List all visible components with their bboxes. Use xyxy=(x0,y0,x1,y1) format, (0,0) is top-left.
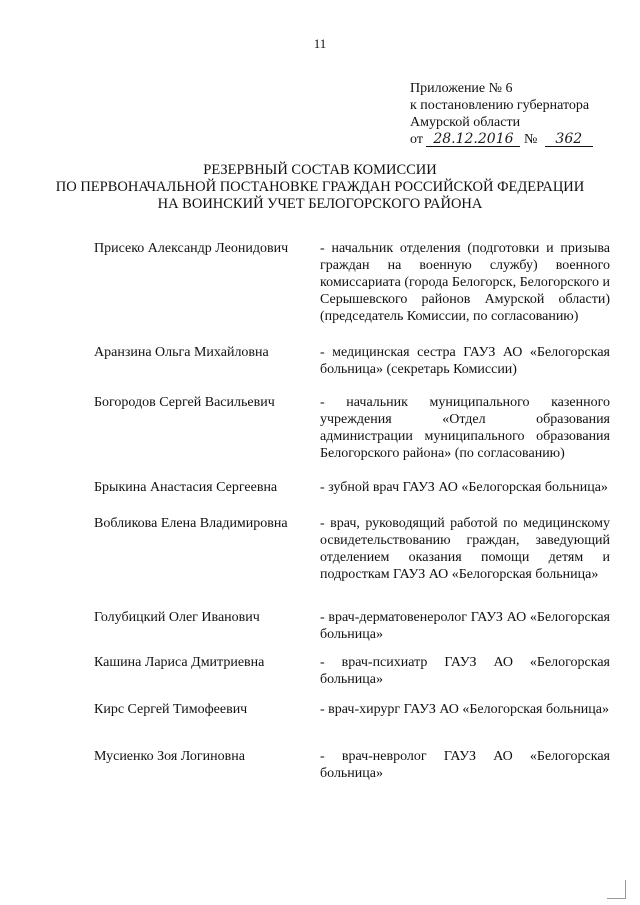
member-description: - врач-психиатр ГАУЗ АО «Белогорская больница» xyxy=(320,655,610,687)
title-line-3: НА ВОИНСКИЙ УЧЕТ БЕЛОГОРСКОГО РАЙОНА xyxy=(157,196,483,212)
member-name: Голубицкий Олег Иванович xyxy=(94,610,260,625)
appendix-line-2: к постановлению губернатора xyxy=(410,98,590,113)
appendix-date-line xyxy=(410,131,630,148)
member-name: Мусиенко Зоя Логиновна xyxy=(94,749,245,764)
handwritten-number: 362 xyxy=(545,132,593,147)
member-row xyxy=(94,515,610,609)
members-list xyxy=(94,240,610,788)
member-row xyxy=(94,701,610,748)
document-title xyxy=(0,162,640,213)
member-name: Присеко Александр Леонидович xyxy=(94,241,289,256)
member-name: Аранзина Ольга Михайловна xyxy=(94,345,269,360)
member-description: - врач-дерматовенеролог ГАУЗ АО «Белогорская больница» xyxy=(320,610,610,642)
appendix-header xyxy=(410,80,630,148)
member-row xyxy=(94,479,610,515)
date-prefix: от xyxy=(410,132,423,147)
page-corner-mark xyxy=(607,880,626,899)
page-number: 11 xyxy=(313,36,327,51)
member-name: Богородов Сергей Васильевич xyxy=(94,395,275,410)
title-line-1: РЕЗЕРВНЫЙ СОСТАВ КОМИССИИ xyxy=(203,162,437,178)
member-description: - начальник отделения (подготовки и призыва граждан на военную службу) военного комиссариата (города Белогорск, Белогорского и Серышевского районов Амурской области) (председатель Комиссии, по согласованию) xyxy=(320,241,610,324)
member-name: Вобликова Елена Владимировна xyxy=(94,516,288,531)
member-row xyxy=(94,609,610,654)
number-prefix: № xyxy=(523,132,538,147)
appendix-line-1: Приложение № 6 xyxy=(410,81,513,96)
member-row xyxy=(94,748,610,788)
member-description: - медицинская сестра ГАУЗ АО «Белогорская больница» (секретарь Комиссии) xyxy=(320,345,610,377)
member-description: - зубной врач ГАУЗ АО «Белогорская больница» xyxy=(320,480,608,495)
member-row xyxy=(94,344,610,394)
title-line-2: ПО ПЕРВОНАЧАЛЬНОЙ ПОСТАНОВКЕ ГРАЖДАН РОССИЙСКОЙ ФЕДЕРАЦИИ xyxy=(55,179,585,195)
member-description: - врач, руководящий работой по медицинскому освидетельствованию граждан, заведующий отделением оказания помощи детям и подросткам ГАУЗ АО «Белогорская больница» xyxy=(320,516,610,582)
member-row xyxy=(94,240,610,344)
appendix-line-3: Амурской области xyxy=(410,115,521,130)
member-description: - врач-невролог ГАУЗ АО «Белогорская больница» xyxy=(320,749,610,781)
member-description: - начальник муниципального казенного учреждения «Отдел образования администрации муниципального образования Белогорского района» (по согласованию) xyxy=(320,395,610,461)
member-name: Кирс Сергей Тимофеевич xyxy=(94,702,248,717)
handwritten-date: 28.12.2016 xyxy=(426,132,520,147)
member-name: Брыкина Анастасия Сергеевна xyxy=(94,480,278,495)
member-row xyxy=(94,654,610,701)
member-name: Кашина Лариса Дмитриевна xyxy=(94,655,265,670)
member-row xyxy=(94,394,610,479)
member-description: - врач-хирург ГАУЗ АО «Белогорская больница» xyxy=(320,702,609,717)
